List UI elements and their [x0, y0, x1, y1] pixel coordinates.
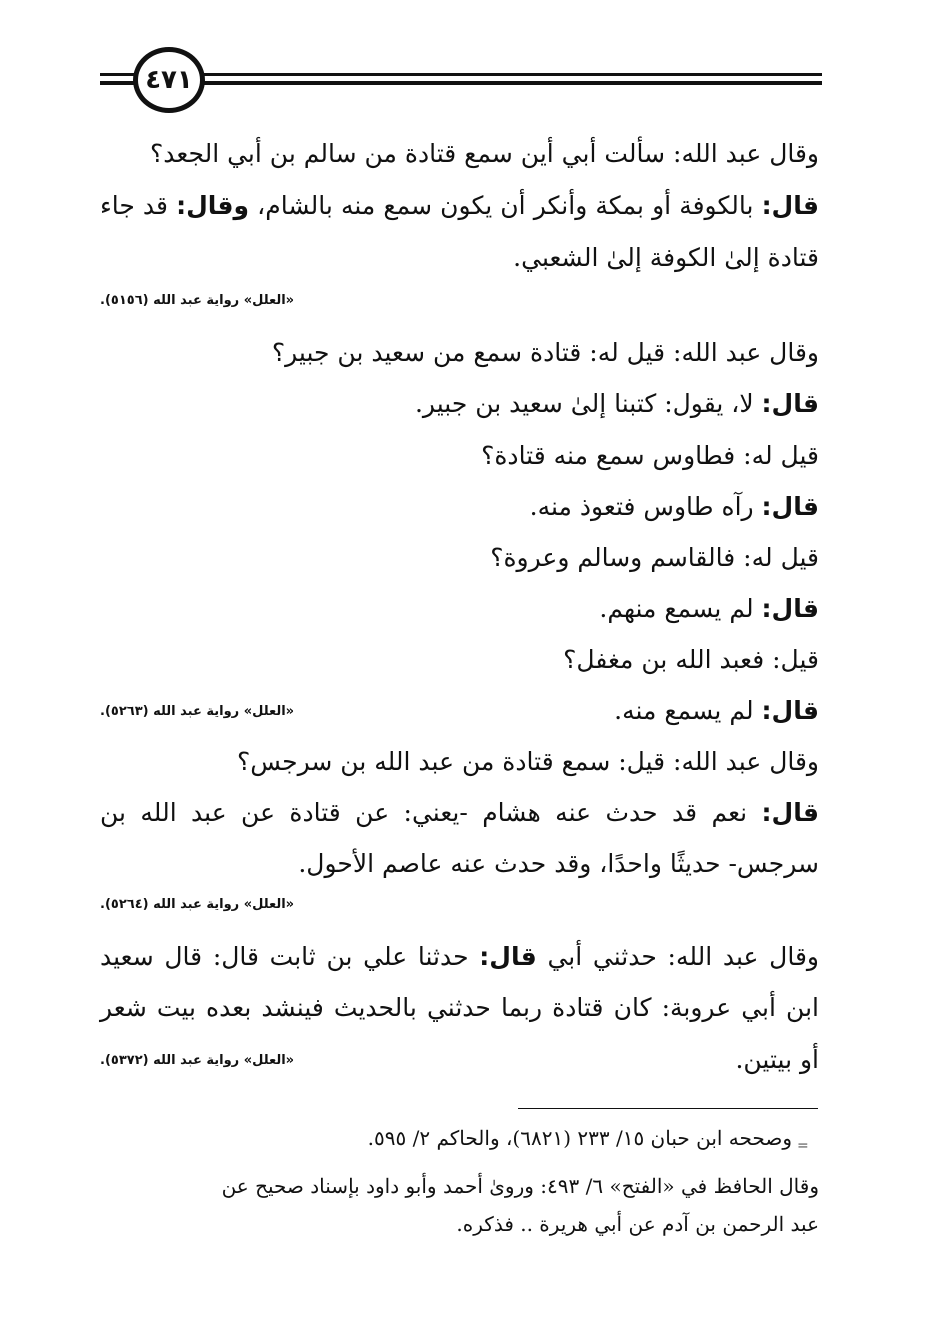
source-citation: «العلل» رواية عبد الله (٥٢٦٤).: [100, 897, 295, 912]
source-citation: «العلل» رواية عبد الله (٥١٥٦).: [100, 293, 295, 308]
text-line: [150, 137, 819, 171]
text-line: [272, 336, 819, 370]
text-run: وقال عبد الله: حدثني أبي: [536, 942, 819, 971]
text-run: أو بيتين.: [735, 1045, 819, 1074]
text-line: [513, 241, 819, 275]
speaker-label: قال:: [761, 492, 819, 521]
page-number-badge: [133, 47, 205, 113]
speaker-label: قال:: [761, 696, 819, 725]
text-line: [490, 541, 819, 575]
text-run: سرجس- حديثًا واحدًا، وقد حدث عنه عاصم الأحول.: [298, 849, 819, 878]
text-run: قيل له: فطاوس سمع منه قتادة؟: [481, 441, 819, 470]
footnote-line: وصححه ابن حبان ١٥/ ٢٣٣ (٦٨٢١)، والحاكم ٢/ ٥٩٥.: [367, 1126, 792, 1150]
footnote-continuation-mark: =: [797, 1138, 809, 1154]
page-number: ٤٧١: [145, 65, 193, 95]
text-run: وقال عبد الله: قيل: سمع قتادة من عبد الله بن سرجس؟: [237, 747, 819, 776]
text-run: نعم قد حدث عنه هشام -يعني: عن قتادة عن عبد الله بن: [100, 798, 762, 827]
text-line: [599, 592, 819, 626]
speaker-label: قال:: [761, 191, 820, 220]
text-line: [530, 490, 819, 524]
text-line: [298, 847, 819, 881]
text-line: [563, 643, 819, 677]
text-run: وقال عبد الله: قيل له: قتادة سمع من سعيد بن جبير؟: [271, 338, 819, 367]
text-run: لا، يقول: كتبنا إلىٰ سعيد بن جبير.: [414, 389, 762, 418]
speaker-label: قال:: [761, 389, 819, 418]
text-line: [614, 694, 819, 728]
header-rule-top: [100, 73, 822, 76]
text-run: قد جاء: [100, 191, 177, 220]
source-citation: «العلل» رواية عبد الله (٥٢٦٣).: [100, 704, 295, 719]
text-line: [415, 387, 819, 421]
footnote-line: وقال الحافظ في «الفتح» ٦/ ٤٩٣: وروىٰ أحمد وأبو داود بإسناد صحيح عن: [221, 1174, 819, 1198]
text-run: لم يسمع منه.: [614, 696, 762, 725]
text-run: قيل: فعبد الله بن مغفل؟: [563, 645, 819, 674]
text-line: [100, 991, 819, 1025]
footnote-line: عبد الرحمن بن آدم عن أبي هريرة .. فذكره.: [456, 1212, 819, 1236]
source-citation: «العلل» رواية عبد الله (٥٣٧٢).: [100, 1053, 295, 1068]
text-line: [100, 940, 819, 974]
text-line: [481, 439, 819, 473]
speaker-label: وقال:: [176, 191, 250, 220]
text-run: رآه طاوس فتعوذ منه.: [529, 492, 762, 521]
text-run: ابن أبي عروبة: كان قتادة ربما حدثني بالحديث فينشد بعده بيت شعر: [100, 993, 819, 1022]
text-run: قيل له: فالقاسم وسالم وعروة؟: [490, 543, 819, 572]
text-run: وقال عبد الله: سألت أبي أين سمع قتادة من سالم بن أبي الجعد؟: [150, 139, 819, 168]
speaker-label: قال:: [479, 942, 537, 971]
text-run: بالكوفة أو بمكة وأنكر أن يكون سمع منه بالشام،: [249, 191, 762, 220]
text-run: لم يسمع منهم.: [599, 594, 762, 623]
text-line: [735, 1043, 819, 1077]
header-rule-bottom: [100, 81, 822, 85]
speaker-label: قال:: [761, 798, 819, 827]
text-line: [100, 796, 819, 830]
text-run: حدثنا علي بن ثابت قال: قال سعيد: [100, 942, 480, 971]
speaker-label: قال:: [761, 594, 819, 623]
text-line: [237, 745, 819, 779]
text-run: قتادة إلىٰ الكوفة إلىٰ الشعبي.: [513, 243, 819, 272]
text-line: [100, 189, 819, 223]
footnote-separator: [518, 1108, 818, 1109]
